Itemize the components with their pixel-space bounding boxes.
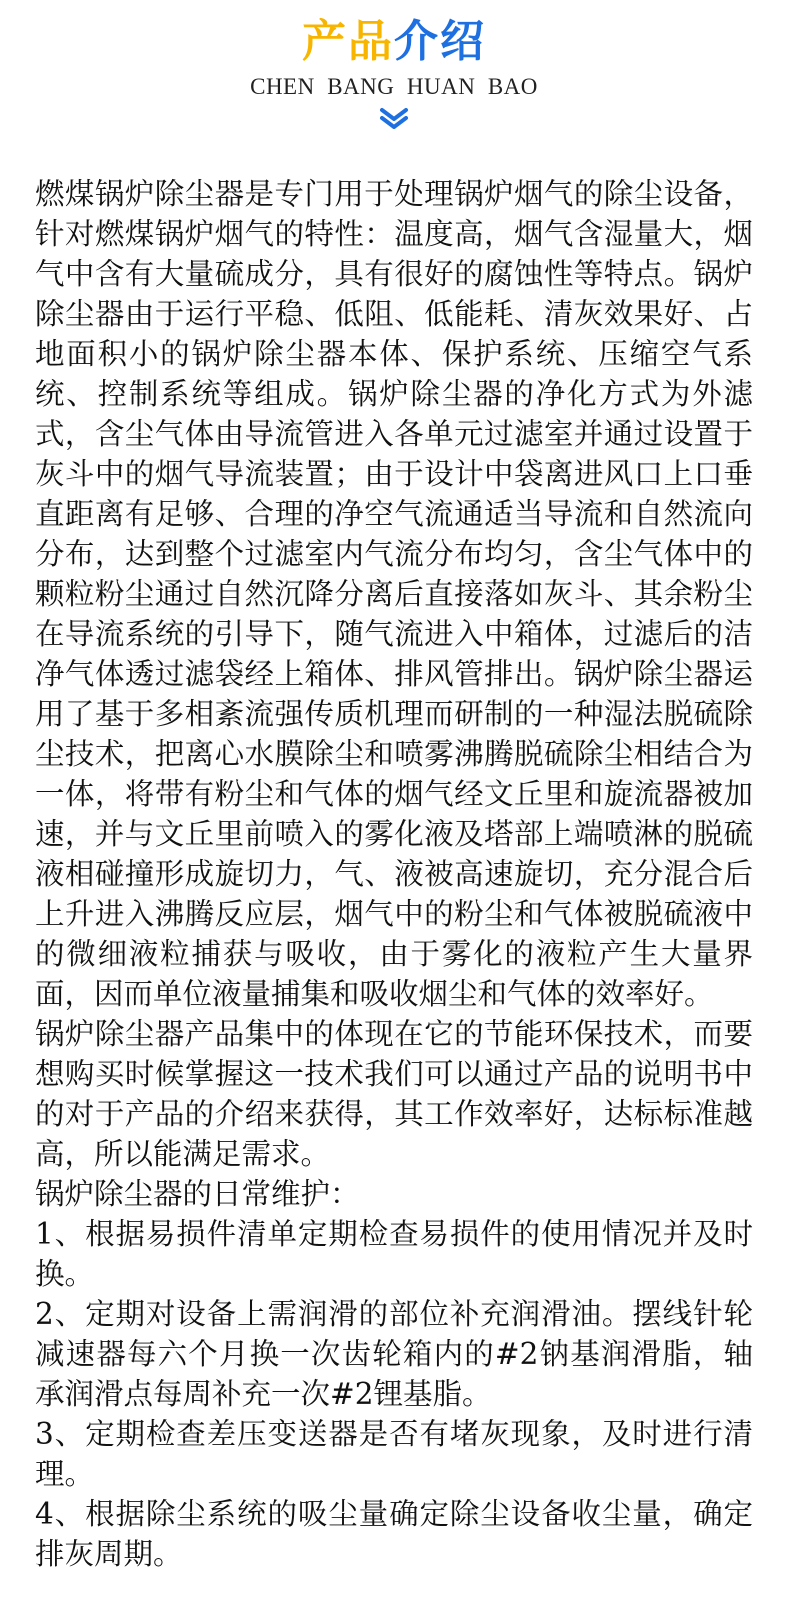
section-subtitle: CHEN BANG HUAN BAO: [250, 74, 538, 99]
maintenance-item-4: 4、根据除尘系统的吸尘量确定除尘设备收尘量，确定排灰周期。: [35, 1497, 753, 1571]
paragraph-technology: 锅炉除尘器产品集中的体现在它的节能环保技术，而要想购买时候掌握这一技术我们可以通过产品的说明书中的对于产品的介绍来获得，其工作效率好，达标标准越高，所以能满足需求。: [35, 1017, 753, 1171]
maintenance-item-1: 1、根据易损件清单定期检查易损件的使用情况并及时换。: [35, 1217, 753, 1291]
title-part-yellow: 产品: [302, 16, 394, 67]
paragraph-maintenance-heading: 锅炉除尘器的日常维护：: [35, 1177, 360, 1211]
maintenance-item-2: 2、定期对设备上需润滑的部位补充润滑油。摆线针轮减速器每六个月换一次齿轮箱内的#2钠基润滑脂，轴承润滑点每周补充一次#2锂基脂。: [35, 1297, 753, 1411]
paragraph-intro: 燃煤锅炉除尘器是专门用于处理锅炉烟气的除尘设备，针对燃煤锅炉烟气的特性：温度高，烟气含湿量大，烟气中含有大量硫成分，具有很好的腐蚀性等特点。锅炉除尘器由于运行平稳、低阻、低能耗、清灰效果好、占地面积小的锅炉除尘器本体、保护系统、压缩空气系统、控制系统等组成。锅炉除尘器的净化方式为外滤式，含尘气体由导流管进入各单元过滤室并通过设置于灰斗中的烟气导流装置；由于设计中袋离进风口上口垂直距离有足够、合理的净空气流通适当导流和自然流向分布，达到整个过滤室内气流分布均匀，含尘气体中的颗粒粉尘通过自然沉降分离后直接落如灰斗、其余粉尘在导流系统的引导下，随气流进入中箱体，过滤后的洁净气体透过滤袋经上箱体、排风管排出。锅炉除尘器运用了基于多相紊流强传质机理而研制的一种湿法脱硫除尘技术，把离心水膜除尘和喷雾沸腾脱硫除尘相结合为一体，将带有粉尘和气体的烟气经文丘里和旋流器被加速，并与文丘里前喷入的雾化液及塔部上端喷淋的脱硫液相碰撞形成旋切力，气、液被高速旋切，充分混合后上升进入沸腾反应层，烟气中的粉尘和气体被脱硫液中的微细液粒捕获与吸收，由于雾化的液粒产生大量界面，因而单位液量捕集和吸收烟尘和气体的效率好。: [35, 177, 753, 1011]
section-title: [0, 14, 788, 70]
maintenance-item-3: 3、定期检查差压变送器是否有堵灰现象，及时进行清理。: [35, 1417, 753, 1491]
double-chevron-down-icon: [376, 106, 412, 132]
section-header: [0, 0, 788, 140]
article-body: [35, 174, 753, 1574]
title-part-blue: 介绍: [394, 16, 486, 67]
